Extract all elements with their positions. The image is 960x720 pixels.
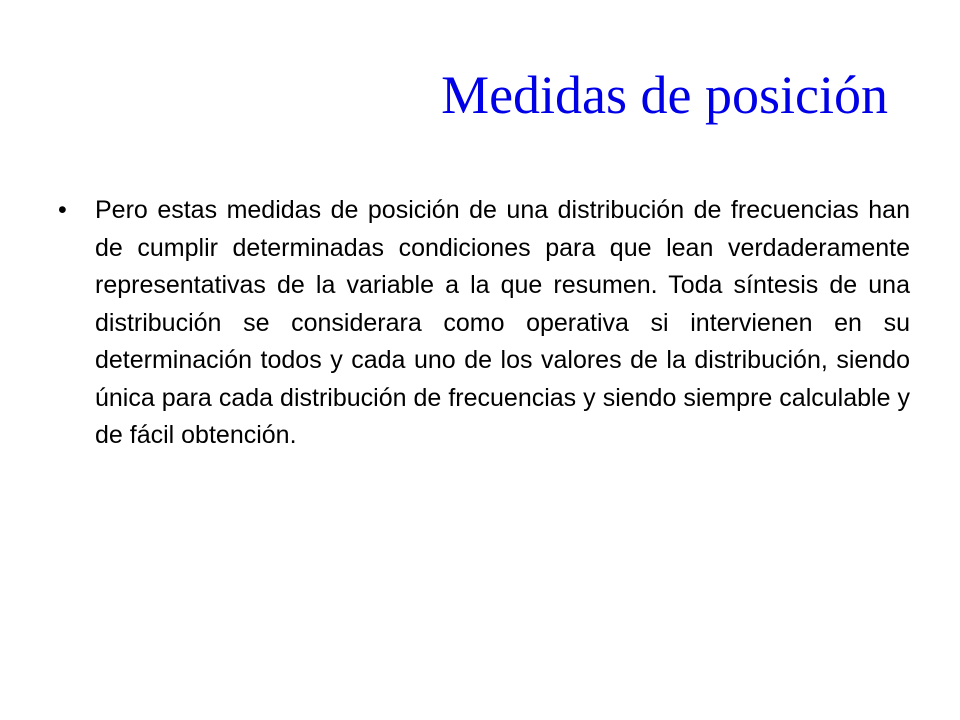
bullet-text: Pero estas medidas de posición de una distribución de frecuencias han de cumplir determinadas condiciones para que lean verdaderamente representativas de la variable a la que resumen. Toda síntesis de una distribución se considerara como operativa si intervienen en su determinación todos y cada uno de los valores de la distribución, siendo única para cada distribución de frecuencias y siendo siempre calculable y de fácil obtención. bbox=[95, 196, 910, 449]
bullet-item bbox=[58, 192, 910, 455]
bullet-list bbox=[58, 192, 910, 455]
slide-title: Medidas de posición bbox=[441, 65, 888, 125]
bullet-marker: • bbox=[58, 196, 67, 224]
